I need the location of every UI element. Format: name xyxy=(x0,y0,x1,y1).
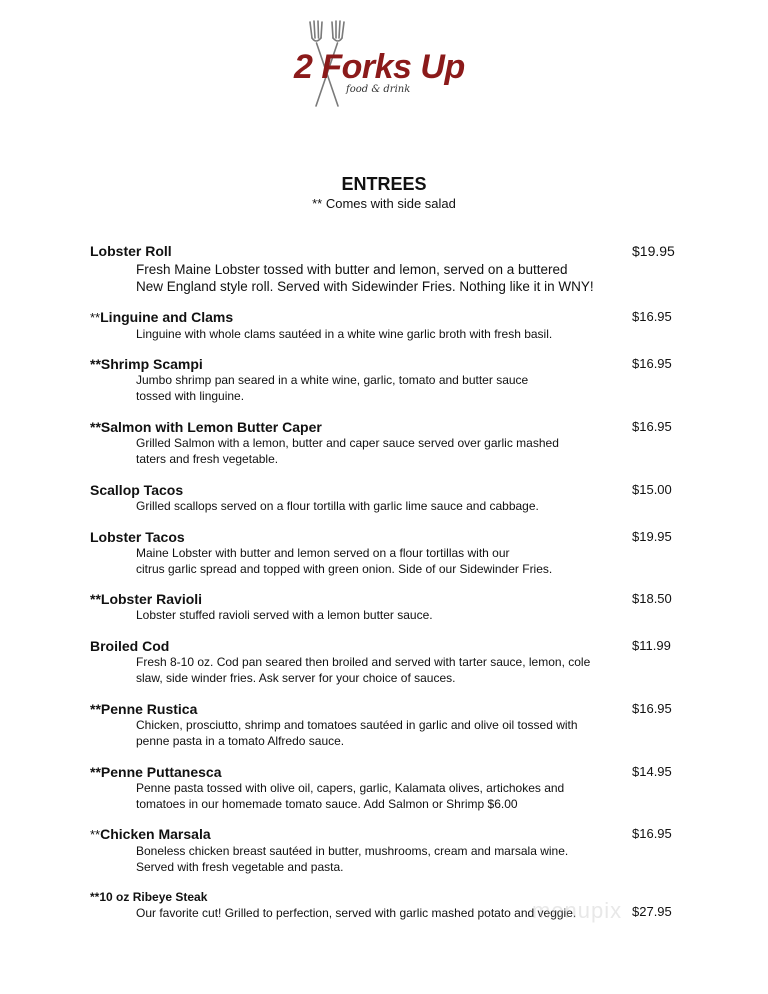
menu-item xyxy=(90,825,690,875)
menu-item xyxy=(90,308,690,343)
restaurant-logo xyxy=(288,18,488,112)
menu-item xyxy=(90,355,690,404)
logo-wordmark xyxy=(294,48,465,87)
menu-item-name: Scallop Tacos xyxy=(90,482,184,498)
menu-item xyxy=(90,418,690,467)
menu-item xyxy=(90,590,690,624)
menu-item-name: Lobster Roll xyxy=(90,243,172,259)
menu-item-price: $11.99 xyxy=(632,638,671,653)
section-subtitle: ** Comes with side salad xyxy=(312,196,456,211)
menu-item-description: Boneless chicken breast sautéed in butter, mushrooms, cream and marsala wine. Served with fresh vegetable and pasta. xyxy=(136,844,569,874)
section-title: ENTREES xyxy=(341,174,427,194)
menu-item-name: **Shrimp Scampi xyxy=(90,356,203,372)
menu-item-price: $16.95 xyxy=(632,419,672,434)
menu-item-price: $18.50 xyxy=(632,591,672,606)
menu-item-price: $19.95 xyxy=(632,243,675,259)
menu-item-description: Our favorite cut! Grilled to perfection, served with garlic mashed potato and veggie. xyxy=(136,906,577,920)
menu-item-price: $19.95 xyxy=(632,529,672,544)
menu-item-price: $16.95 xyxy=(632,701,672,716)
menu-item-description: Lobster stuffed ravioli served with a lemon butter sauce. xyxy=(136,608,433,622)
menu-item-price: $16.95 xyxy=(632,309,672,324)
menu-item-name: **Linguine and Clams xyxy=(90,309,234,325)
menu-item-name: **Chicken Marsala xyxy=(90,826,211,842)
menu-item-description: Fresh 8-10 oz. Cod pan seared then broiled and served with tarter sauce, lemon, cole slaw, side winder fries. Ask server for your choice of sauces. xyxy=(136,655,591,685)
menu-item-name: **Salmon with Lemon Butter Caper xyxy=(90,419,322,435)
logo-tagline: food & drink xyxy=(346,84,411,95)
menu-item-name: **Penne Puttanesca xyxy=(90,764,222,780)
menu-item-description: Penne pasta tossed with olive oil, capers, garlic, Kalamata olives, artichokes and tomatoes in our homemade tomato sauce. Add Salmon or Shrimp $6.00 xyxy=(136,781,565,811)
menu-item-price: $16.95 xyxy=(632,826,672,841)
menu-item-name: **Penne Rustica xyxy=(90,701,198,717)
menu-item-name: **Lobster Ravioli xyxy=(90,591,203,607)
menu-item-description: Linguine with whole clams sautéed in a white wine garlic broth with fresh basil. xyxy=(136,327,553,341)
menu-item xyxy=(90,637,690,686)
menu-item xyxy=(90,888,690,922)
menu-item xyxy=(90,700,690,749)
menu-item xyxy=(90,528,690,577)
menu-item xyxy=(90,242,690,295)
menu-item-name: **10 oz Ribeye Steak xyxy=(90,890,208,904)
menu-item xyxy=(90,763,690,812)
logo-number: 2 xyxy=(294,48,313,86)
menu-item-price: $14.95 xyxy=(632,764,672,779)
menu-item-description: Maine Lobster with butter and lemon served on a flour tortillas with our citrus garlic spread and topped with green onion. Side of our Sidewinder Fries. xyxy=(136,546,553,576)
menu-item-description: Fresh Maine Lobster tossed with butter and lemon, served on a buttered New England style roll. Served with Sidewinder Fries. Nothing like it in WNY! xyxy=(136,262,594,294)
menu-item-description: Chicken, prosciutto, shrimp and tomatoes sautéed in garlic and olive oil tossed with penne pasta in a tomato Alfredo sauce. xyxy=(136,718,578,748)
menu-item-price: $16.95 xyxy=(632,356,672,371)
menu-item-name: Lobster Tacos xyxy=(90,529,185,545)
menu-item-price: $27.95 xyxy=(632,904,672,919)
logo-name: Forks Up xyxy=(321,48,465,86)
menu-item-description: Grilled scallops served on a flour tortilla with garlic lime sauce and cabbage. xyxy=(136,499,539,513)
menu-item-price: $15.00 xyxy=(632,482,672,497)
menu-item-name: Broiled Cod xyxy=(90,638,170,654)
menu-item xyxy=(90,481,690,515)
menu-item-description: Jumbo shrimp pan seared in a white wine, garlic, tomato and butter sauce tossed with linguine. xyxy=(136,373,529,403)
menu-item-description: Grilled Salmon with a lemon, butter and caper sauce served over garlic mashed taters and fresh vegetable. xyxy=(136,436,559,466)
watermark: menupix xyxy=(532,898,623,923)
